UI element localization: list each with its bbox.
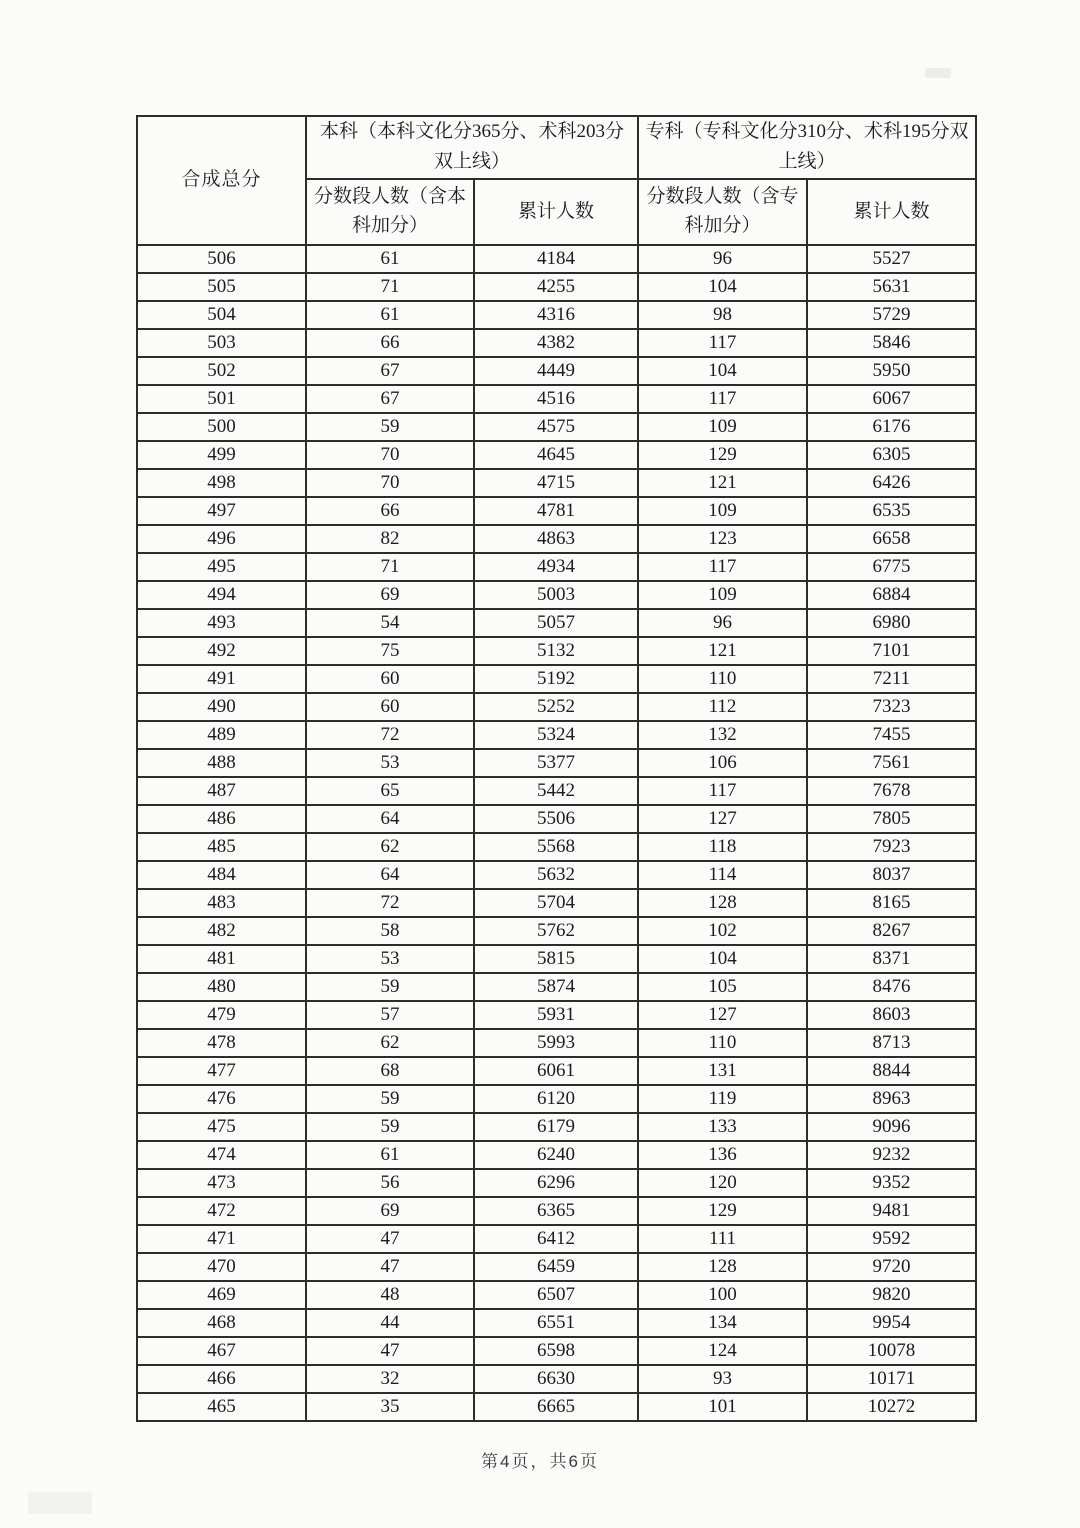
undergrad-segment-cell: 66 [306, 497, 474, 525]
undergrad-segment-cell: 56 [306, 1169, 474, 1197]
undergrad-segment-cell: 44 [306, 1309, 474, 1337]
score-table-body [137, 245, 976, 1421]
composite-score-cell: 484 [137, 861, 306, 889]
table-row [137, 861, 976, 889]
undergrad-cumulative-cell: 6296 [474, 1169, 638, 1197]
composite-score-cell: 487 [137, 777, 306, 805]
composite-score-cell: 501 [137, 385, 306, 413]
composite-score-cell: 502 [137, 357, 306, 385]
undergrad-segment-cell: 47 [306, 1337, 474, 1365]
page-number-footer: 第4页，共6页 [481, 1452, 599, 1471]
college-segment-cell: 110 [638, 1029, 807, 1057]
college-segment-cell: 102 [638, 917, 807, 945]
undergrad-segment-cell: 64 [306, 861, 474, 889]
undergrad-segment-cell: 67 [306, 385, 474, 413]
college-segment-cell: 129 [638, 1197, 807, 1225]
undergrad-cumulative-cell: 4715 [474, 469, 638, 497]
college-cumulative-cell: 7211 [807, 665, 976, 693]
college-cumulative-cell: 5631 [807, 273, 976, 301]
undergrad-cumulative-cell: 5993 [474, 1029, 638, 1057]
composite-score-cell: 466 [137, 1365, 306, 1393]
undergrad-segment-cell: 82 [306, 525, 474, 553]
college-segment-cell: 133 [638, 1113, 807, 1141]
college-cumulative-cell: 8844 [807, 1057, 976, 1085]
college-segment-cell: 117 [638, 329, 807, 357]
composite-score-cell: 496 [137, 525, 306, 553]
college-segment-cell: 105 [638, 973, 807, 1001]
undergrad-segment-cell: 72 [306, 721, 474, 749]
composite-score-cell: 498 [137, 469, 306, 497]
college-cumulative-cell: 8037 [807, 861, 976, 889]
college-cumulative-cell: 6176 [807, 413, 976, 441]
table-row [137, 245, 976, 273]
table-row [137, 833, 976, 861]
college-cumulative-cell: 6067 [807, 385, 976, 413]
table-row [137, 385, 976, 413]
college-segment-cell: 129 [638, 441, 807, 469]
undergrad-segment-cell: 69 [306, 581, 474, 609]
score-table-header [137, 116, 976, 245]
college-segment-cell: 132 [638, 721, 807, 749]
composite-score-cell: 467 [137, 1337, 306, 1365]
table-row [137, 469, 976, 497]
undergrad-cumulative-cell: 5252 [474, 693, 638, 721]
college-cumulative-cell: 7323 [807, 693, 976, 721]
college-cumulative-cell: 6884 [807, 581, 976, 609]
table-row [137, 1309, 976, 1337]
undergrad-segment-cell: 71 [306, 553, 474, 581]
composite-score-cell: 492 [137, 637, 306, 665]
college-segment-cell: 124 [638, 1337, 807, 1365]
undergrad-segment-cell: 68 [306, 1057, 474, 1085]
undergrad-cumulative-cell: 5377 [474, 749, 638, 777]
table-row [137, 1197, 976, 1225]
college-segment-cell: 106 [638, 749, 807, 777]
undergrad-segment-cell: 72 [306, 889, 474, 917]
college-cumulative-cell: 6658 [807, 525, 976, 553]
college-cumulative-cell: 8713 [807, 1029, 976, 1057]
undergrad-segment-cell: 70 [306, 441, 474, 469]
composite-score-cell: 482 [137, 917, 306, 945]
table-row [137, 1225, 976, 1253]
composite-score-cell: 472 [137, 1197, 306, 1225]
college-segment-cell: 128 [638, 1253, 807, 1281]
college-cumulative-cell: 7455 [807, 721, 976, 749]
college-cumulative-cell: 9096 [807, 1113, 976, 1141]
composite-score-cell: 485 [137, 833, 306, 861]
table-row [137, 609, 976, 637]
undergrad-cumulative-cell: 4184 [474, 245, 638, 273]
undergrad-segment-cell: 53 [306, 749, 474, 777]
undergrad-cumulative-cell: 6365 [474, 1197, 638, 1225]
undergrad-cumulative-cell: 4255 [474, 273, 638, 301]
undergrad-cumulative-cell: 5324 [474, 721, 638, 749]
college-segment-cell: 128 [638, 889, 807, 917]
table-row [137, 1141, 976, 1169]
table-row [137, 749, 976, 777]
undergrad-cumulative-cell: 4449 [474, 357, 638, 385]
table-row [137, 497, 976, 525]
college-segment-cell: 134 [638, 1309, 807, 1337]
table-row [137, 357, 976, 385]
table-row [137, 805, 976, 833]
composite-score-cell: 495 [137, 553, 306, 581]
header-undergrad-segment-count: 分数段人数（含本科加分） [306, 179, 474, 245]
undergrad-cumulative-cell: 5506 [474, 805, 638, 833]
composite-score-cell: 488 [137, 749, 306, 777]
college-cumulative-cell: 10078 [807, 1337, 976, 1365]
undergrad-segment-cell: 75 [306, 637, 474, 665]
college-segment-cell: 93 [638, 1365, 807, 1393]
undergrad-segment-cell: 54 [306, 609, 474, 637]
undergrad-segment-cell: 62 [306, 1029, 474, 1057]
composite-score-cell: 480 [137, 973, 306, 1001]
undergrad-cumulative-cell: 4382 [474, 329, 638, 357]
composite-score-cell: 499 [137, 441, 306, 469]
table-row [137, 581, 976, 609]
undergrad-segment-cell: 62 [306, 833, 474, 861]
composite-score-cell: 475 [137, 1113, 306, 1141]
header-college-group: 专科（专科文化分310分、术科195分双上线） [638, 116, 976, 179]
undergrad-segment-cell: 59 [306, 1113, 474, 1141]
undergrad-segment-cell: 61 [306, 245, 474, 273]
table-row [137, 945, 976, 973]
college-segment-cell: 110 [638, 665, 807, 693]
table-row [137, 693, 976, 721]
undergrad-segment-cell: 59 [306, 973, 474, 1001]
table-row [137, 1001, 976, 1029]
undergrad-segment-cell: 61 [306, 301, 474, 329]
college-cumulative-cell: 7678 [807, 777, 976, 805]
college-cumulative-cell: 7101 [807, 637, 976, 665]
college-segment-cell: 109 [638, 497, 807, 525]
composite-score-cell: 469 [137, 1281, 306, 1309]
undergrad-segment-cell: 57 [306, 1001, 474, 1029]
composite-score-cell: 491 [137, 665, 306, 693]
table-row [137, 553, 976, 581]
college-cumulative-cell: 9720 [807, 1253, 976, 1281]
undergrad-cumulative-cell: 4575 [474, 413, 638, 441]
composite-score-cell: 493 [137, 609, 306, 637]
undergrad-segment-cell: 71 [306, 273, 474, 301]
college-cumulative-cell: 10171 [807, 1365, 976, 1393]
composite-score-cell: 504 [137, 301, 306, 329]
college-cumulative-cell: 6535 [807, 497, 976, 525]
table-row [137, 917, 976, 945]
header-college-segment-count: 分数段人数（含专科加分） [638, 179, 807, 245]
college-segment-cell: 98 [638, 301, 807, 329]
table-row [137, 1113, 976, 1141]
composite-score-cell: 465 [137, 1393, 306, 1421]
college-cumulative-cell: 6980 [807, 609, 976, 637]
undergrad-segment-cell: 47 [306, 1253, 474, 1281]
undergrad-segment-cell: 67 [306, 357, 474, 385]
undergrad-cumulative-cell: 6412 [474, 1225, 638, 1253]
table-row [137, 301, 976, 329]
composite-score-cell: 506 [137, 245, 306, 273]
college-cumulative-cell: 9232 [807, 1141, 976, 1169]
college-cumulative-cell: 8371 [807, 945, 976, 973]
college-segment-cell: 96 [638, 245, 807, 273]
college-cumulative-cell: 6426 [807, 469, 976, 497]
college-segment-cell: 111 [638, 1225, 807, 1253]
college-cumulative-cell: 5846 [807, 329, 976, 357]
college-segment-cell: 127 [638, 1001, 807, 1029]
undergrad-cumulative-cell: 6061 [474, 1057, 638, 1085]
undergrad-segment-cell: 60 [306, 665, 474, 693]
composite-score-cell: 497 [137, 497, 306, 525]
composite-score-cell: 474 [137, 1141, 306, 1169]
undergrad-cumulative-cell: 5568 [474, 833, 638, 861]
composite-score-cell: 479 [137, 1001, 306, 1029]
undergrad-segment-cell: 69 [306, 1197, 474, 1225]
undergrad-cumulative-cell: 4934 [474, 553, 638, 581]
undergrad-cumulative-cell: 5632 [474, 861, 638, 889]
table-row [137, 721, 976, 749]
header-composite-score: 合成总分 [137, 116, 306, 245]
table-row [137, 1169, 976, 1197]
college-segment-cell: 104 [638, 273, 807, 301]
undergrad-cumulative-cell: 5003 [474, 581, 638, 609]
table-row [137, 525, 976, 553]
composite-score-cell: 468 [137, 1309, 306, 1337]
undergrad-segment-cell: 59 [306, 1085, 474, 1113]
undergrad-cumulative-cell: 4863 [474, 525, 638, 553]
undergrad-cumulative-cell: 5815 [474, 945, 638, 973]
table-row [137, 273, 976, 301]
table-row [137, 441, 976, 469]
undergrad-segment-cell: 65 [306, 777, 474, 805]
college-cumulative-cell: 5950 [807, 357, 976, 385]
undergrad-cumulative-cell: 6551 [474, 1309, 638, 1337]
undergrad-cumulative-cell: 5442 [474, 777, 638, 805]
composite-score-cell: 494 [137, 581, 306, 609]
college-cumulative-cell: 7805 [807, 805, 976, 833]
composite-score-cell: 477 [137, 1057, 306, 1085]
undergrad-segment-cell: 32 [306, 1365, 474, 1393]
table-row [137, 1365, 976, 1393]
college-cumulative-cell: 9954 [807, 1309, 976, 1337]
college-segment-cell: 131 [638, 1057, 807, 1085]
table-row [137, 637, 976, 665]
table-row [137, 973, 976, 1001]
table-row [137, 777, 976, 805]
table-row [137, 413, 976, 441]
header-college-cumulative-count: 累计人数 [807, 179, 976, 245]
college-segment-cell: 104 [638, 357, 807, 385]
table-row [137, 329, 976, 357]
table-row [137, 1253, 976, 1281]
college-segment-cell: 117 [638, 385, 807, 413]
composite-score-cell: 505 [137, 273, 306, 301]
college-segment-cell: 101 [638, 1393, 807, 1421]
undergrad-cumulative-cell: 5057 [474, 609, 638, 637]
table-row [137, 1393, 976, 1421]
college-segment-cell: 117 [638, 777, 807, 805]
table-row [137, 1029, 976, 1057]
undergrad-cumulative-cell: 4316 [474, 301, 638, 329]
college-segment-cell: 109 [638, 413, 807, 441]
undergrad-segment-cell: 48 [306, 1281, 474, 1309]
college-cumulative-cell: 8963 [807, 1085, 976, 1113]
table-row [137, 1085, 976, 1113]
undergrad-cumulative-cell: 6665 [474, 1393, 638, 1421]
table-row [137, 1337, 976, 1365]
college-cumulative-cell: 8476 [807, 973, 976, 1001]
undergrad-cumulative-cell: 6507 [474, 1281, 638, 1309]
college-segment-cell: 118 [638, 833, 807, 861]
undergrad-cumulative-cell: 5192 [474, 665, 638, 693]
table-row [137, 889, 976, 917]
college-cumulative-cell: 9820 [807, 1281, 976, 1309]
college-segment-cell: 120 [638, 1169, 807, 1197]
college-cumulative-cell: 5729 [807, 301, 976, 329]
undergrad-segment-cell: 47 [306, 1225, 474, 1253]
composite-score-cell: 470 [137, 1253, 306, 1281]
college-cumulative-cell: 9592 [807, 1225, 976, 1253]
college-segment-cell: 123 [638, 525, 807, 553]
undergrad-segment-cell: 53 [306, 945, 474, 973]
composite-score-cell: 473 [137, 1169, 306, 1197]
undergrad-cumulative-cell: 5931 [474, 1001, 638, 1029]
college-cumulative-cell: 7923 [807, 833, 976, 861]
undergrad-segment-cell: 59 [306, 413, 474, 441]
college-segment-cell: 127 [638, 805, 807, 833]
composite-score-cell: 476 [137, 1085, 306, 1113]
undergrad-segment-cell: 66 [306, 329, 474, 357]
college-cumulative-cell: 8165 [807, 889, 976, 917]
undergrad-cumulative-cell: 5704 [474, 889, 638, 917]
college-cumulative-cell: 8603 [807, 1001, 976, 1029]
college-cumulative-cell: 10272 [807, 1393, 976, 1421]
scan-artifact [925, 68, 951, 78]
scan-artifact [28, 1492, 92, 1514]
undergrad-cumulative-cell: 6459 [474, 1253, 638, 1281]
undergrad-cumulative-cell: 4516 [474, 385, 638, 413]
composite-score-cell: 471 [137, 1225, 306, 1253]
table-row [137, 665, 976, 693]
college-cumulative-cell: 9481 [807, 1197, 976, 1225]
composite-score-cell: 486 [137, 805, 306, 833]
undergrad-cumulative-cell: 4645 [474, 441, 638, 469]
college-segment-cell: 109 [638, 581, 807, 609]
header-undergrad-cumulative-count: 累计人数 [474, 179, 638, 245]
undergrad-cumulative-cell: 6598 [474, 1337, 638, 1365]
college-cumulative-cell: 8267 [807, 917, 976, 945]
college-segment-cell: 100 [638, 1281, 807, 1309]
undergrad-cumulative-cell: 6120 [474, 1085, 638, 1113]
college-segment-cell: 104 [638, 945, 807, 973]
undergrad-cumulative-cell: 5874 [474, 973, 638, 1001]
undergrad-segment-cell: 61 [306, 1141, 474, 1169]
undergrad-cumulative-cell: 6630 [474, 1365, 638, 1393]
score-table [136, 115, 977, 1422]
undergrad-segment-cell: 35 [306, 1393, 474, 1421]
composite-score-cell: 489 [137, 721, 306, 749]
composite-score-cell: 490 [137, 693, 306, 721]
college-segment-cell: 114 [638, 861, 807, 889]
undergrad-segment-cell: 60 [306, 693, 474, 721]
college-cumulative-cell: 6305 [807, 441, 976, 469]
undergrad-segment-cell: 70 [306, 469, 474, 497]
college-segment-cell: 136 [638, 1141, 807, 1169]
undergrad-cumulative-cell: 6240 [474, 1141, 638, 1169]
college-segment-cell: 121 [638, 469, 807, 497]
composite-score-cell: 481 [137, 945, 306, 973]
composite-score-cell: 478 [137, 1029, 306, 1057]
composite-score-cell: 503 [137, 329, 306, 357]
undergrad-cumulative-cell: 5762 [474, 917, 638, 945]
header-undergraduate-group: 本科（本科文化分365分、术科203分双上线） [306, 116, 638, 179]
table-row [137, 1281, 976, 1309]
composite-score-cell: 483 [137, 889, 306, 917]
college-segment-cell: 121 [638, 637, 807, 665]
undergrad-cumulative-cell: 4781 [474, 497, 638, 525]
undergrad-cumulative-cell: 5132 [474, 637, 638, 665]
college-cumulative-cell: 7561 [807, 749, 976, 777]
composite-score-cell: 500 [137, 413, 306, 441]
college-segment-cell: 96 [638, 609, 807, 637]
table-row [137, 1057, 976, 1085]
college-cumulative-cell: 6775 [807, 553, 976, 581]
college-segment-cell: 119 [638, 1085, 807, 1113]
undergrad-segment-cell: 64 [306, 805, 474, 833]
college-cumulative-cell: 5527 [807, 245, 976, 273]
college-segment-cell: 117 [638, 553, 807, 581]
undergrad-segment-cell: 58 [306, 917, 474, 945]
college-segment-cell: 112 [638, 693, 807, 721]
college-cumulative-cell: 9352 [807, 1169, 976, 1197]
undergrad-cumulative-cell: 6179 [474, 1113, 638, 1141]
